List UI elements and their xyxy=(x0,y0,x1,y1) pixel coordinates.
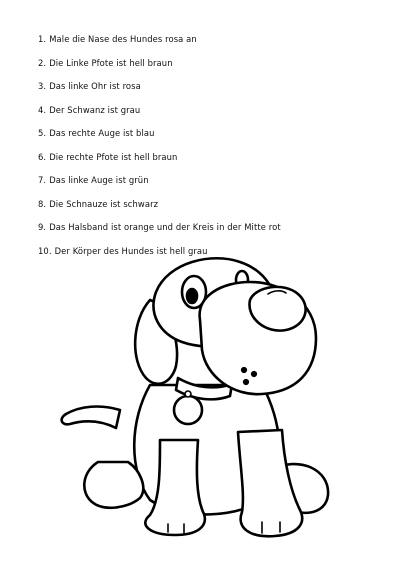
instruction-number: 5. xyxy=(38,128,47,138)
instruction-text: Die rechte Pfote ist hell braun xyxy=(49,151,178,162)
dog-left-pupil xyxy=(187,289,197,303)
instruction-text: Die Linke Pfote ist hell braun xyxy=(49,57,173,68)
whisker-dot xyxy=(242,368,246,372)
instruction-text: Die Schnauze ist schwarz xyxy=(49,198,159,209)
instruction-number: 4. xyxy=(38,104,47,115)
dog-tail xyxy=(62,407,120,428)
instruction-number: 7. xyxy=(38,175,47,185)
instruction-number: 9. xyxy=(38,222,47,232)
instruction-number: 8. xyxy=(38,198,47,209)
instruction-text: Der Schwanz ist grau xyxy=(49,104,141,115)
collar-tag-ring xyxy=(185,391,191,397)
instruction-text: Der Körper des Hundes ist hell grau xyxy=(54,245,208,256)
instruction-number: 2. xyxy=(38,57,47,68)
instruction-text: Das Halsband ist orange und der Kreis in der Mitte rot xyxy=(49,222,281,232)
instruction-number: 3. xyxy=(38,81,47,91)
dog-back-leg-left xyxy=(84,462,143,508)
whisker-dot xyxy=(244,380,248,384)
instruction-text: Das linke Auge ist grün xyxy=(49,175,149,185)
instruction-text: Male die Nase des Hundes rosa an xyxy=(49,34,197,44)
collar-tag xyxy=(174,396,202,424)
instruction-number: 10. xyxy=(38,245,52,256)
instruction-text: Das rechte Auge ist blau xyxy=(49,128,155,138)
whisker-dot xyxy=(252,372,256,376)
instruction-number: 6. xyxy=(38,151,47,162)
instruction-number: 1. xyxy=(38,34,47,44)
instruction-text: Das linke Ohr ist rosa xyxy=(49,81,141,91)
